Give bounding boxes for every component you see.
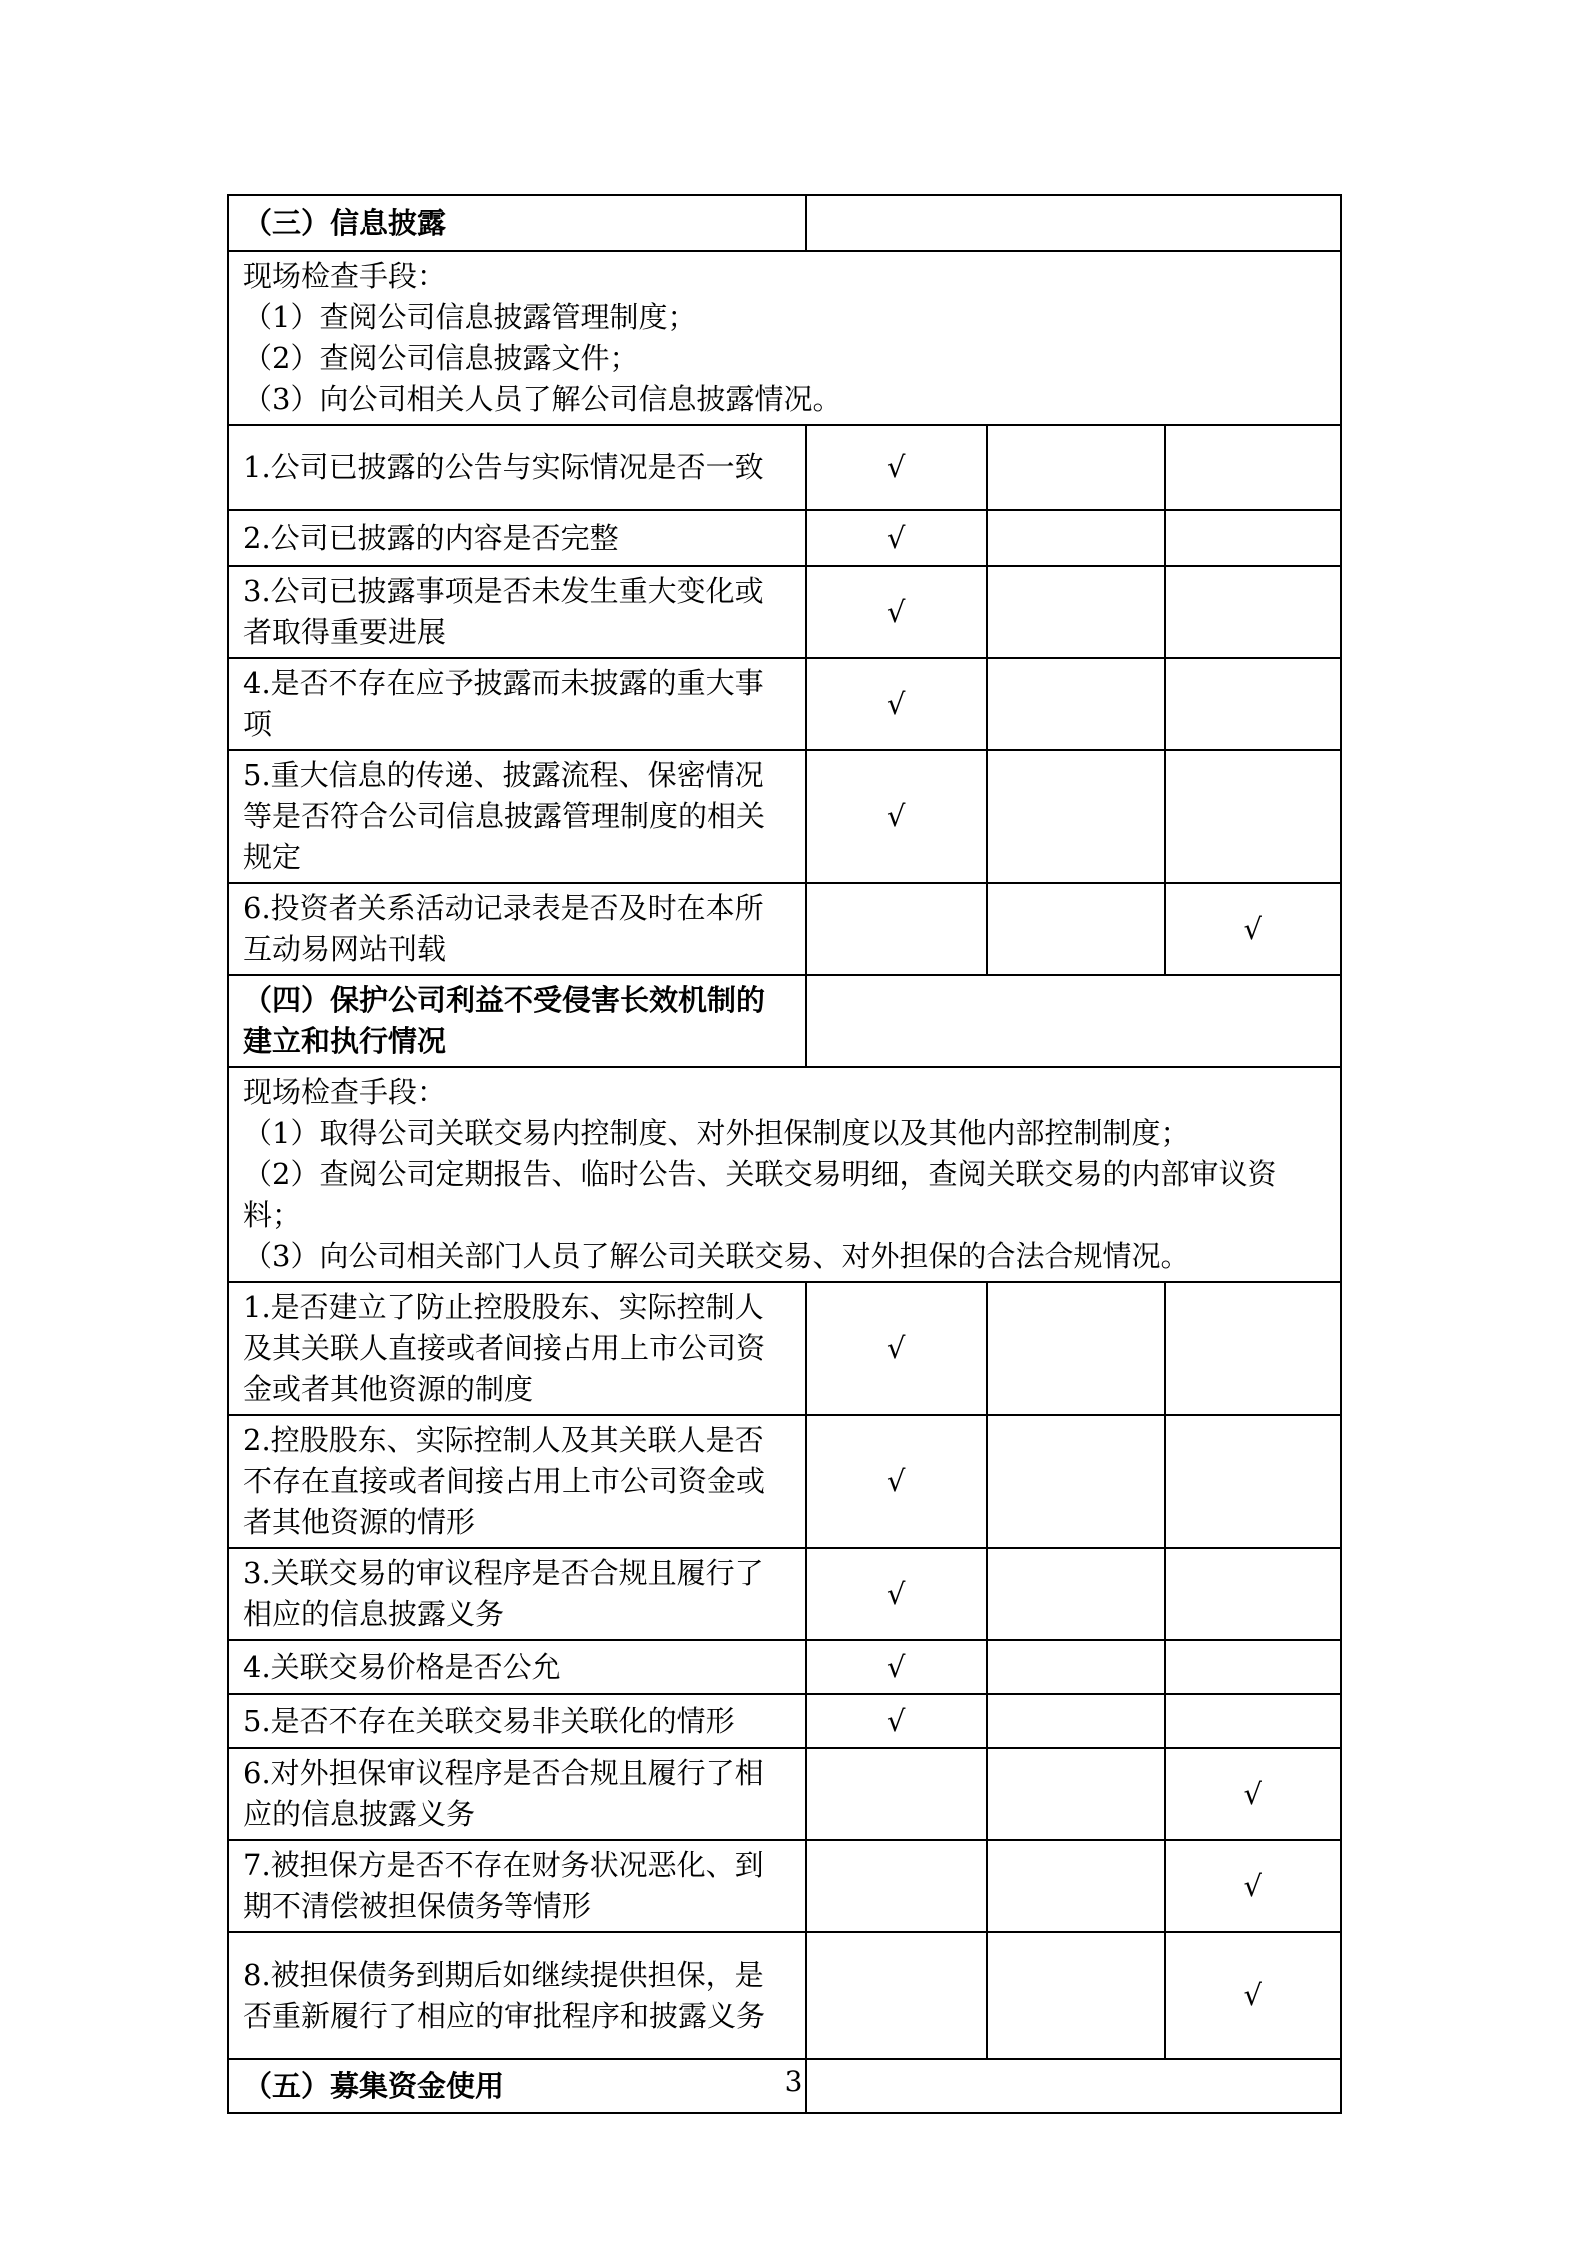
check-mark-no (987, 1640, 1164, 1694)
checklist-item-text: 6.投资者关系活动记录表是否及时在本所互动易网站刊载 (228, 883, 806, 975)
method-line: （1）取得公司关联交易内控制度、对外担保制度以及其他内部控制制度； (243, 1116, 1190, 1150)
section-header-blank (806, 975, 1341, 1067)
check-mark-na (1165, 1548, 1341, 1640)
method-line: （3）向公司相关部门人员了解公司关联交易、对外担保的合法合规情况。 (243, 1239, 1190, 1273)
checklist-row (228, 1415, 1341, 1548)
checklist-item-text: 3.关联交易的审议程序是否合规且履行了相应的信息披露义务 (228, 1548, 806, 1640)
checklist-row (228, 1694, 1341, 1748)
checklist-item-text: 1.公司已披露的公告与实际情况是否一致 (228, 425, 806, 510)
inspection-method-row (228, 251, 1341, 425)
section-header-row (228, 975, 1341, 1067)
checklist-row (228, 1932, 1341, 2059)
checklist-row (228, 1282, 1341, 1415)
method-line: （2）查阅公司信息披露文件； (243, 341, 639, 375)
check-mark-yes (806, 1840, 988, 1932)
check-mark-no (987, 1694, 1164, 1748)
checklist-row (228, 566, 1341, 658)
check-mark-na (1165, 1694, 1341, 1748)
check-mark-yes: √ (806, 566, 988, 658)
checklist-item-text: 1.是否建立了防止控股股东、实际控制人及其关联人直接或者间接占用上市公司资金或者其他资源的制度 (228, 1282, 806, 1415)
checklist-row (228, 425, 1341, 510)
method-heading: 现场检查手段： (243, 259, 447, 293)
section-header-blank (806, 195, 1341, 251)
section-title: （三）信息披露 (228, 195, 806, 251)
check-mark-na: √ (1165, 1932, 1341, 2059)
check-mark-na (1165, 1415, 1341, 1548)
check-mark-no (987, 566, 1164, 658)
checklist-item-text: 7.被担保方是否不存在财务状况恶化、到期不清偿被担保债务等情形 (228, 1840, 806, 1932)
method-line: （1）查阅公司信息披露管理制度； (243, 300, 697, 334)
checklist-item-text: 5.是否不存在关联交易非关联化的情形 (228, 1694, 806, 1748)
inspection-method-cell (228, 1067, 1341, 1282)
page-number: 3 (784, 2065, 803, 2098)
checklist-row (228, 1640, 1341, 1694)
checklist-item-text: 5.重大信息的传递、披露流程、保密情况等是否符合公司信息披露管理制度的相关规定 (228, 750, 806, 883)
method-line: （3）向公司相关人员了解公司信息披露情况。 (243, 382, 842, 416)
check-mark-yes: √ (806, 1694, 988, 1748)
method-heading: 现场检查手段： (243, 1075, 447, 1109)
check-mark-yes (806, 883, 988, 975)
check-mark-yes: √ (806, 658, 988, 750)
check-mark-na: √ (1165, 1840, 1341, 1932)
checklist-item-text: 6.对外担保审议程序是否合规且履行了相应的信息披露义务 (228, 1748, 806, 1840)
inspection-method-cell (228, 251, 1341, 425)
check-mark-yes: √ (806, 750, 988, 883)
checklist-row (228, 1548, 1341, 1640)
check-mark-no (987, 425, 1164, 510)
check-mark-no (987, 510, 1164, 566)
check-mark-yes: √ (806, 1548, 988, 1640)
checklist-item-text: 2.公司已披露的内容是否完整 (228, 510, 806, 566)
check-mark-na: √ (1165, 1748, 1341, 1840)
check-mark-na (1165, 750, 1341, 883)
inspection-method-row (228, 1067, 1341, 1282)
check-mark-yes (806, 1748, 988, 1840)
checklist-row (228, 658, 1341, 750)
section-header-row (228, 195, 1341, 251)
checklist-row (228, 1840, 1341, 1932)
check-mark-no (987, 750, 1164, 883)
section-title: （四）保护公司利益不受侵害长效机制的建立和执行情况 (228, 975, 806, 1067)
checklist-item-text: 4.关联交易价格是否公允 (228, 1640, 806, 1694)
checklist-item-text: 4.是否不存在应予披露而未披露的重大事项 (228, 658, 806, 750)
checklist-item-text: 2.控股股东、实际控制人及其关联人是否不存在直接或者间接占用上市公司资金或者其他资源的情形 (228, 1415, 806, 1548)
method-line: （2）查阅公司定期报告、临时公告、关联交易明细，查阅关联交易的内部审议资料； (243, 1157, 1277, 1232)
check-mark-na (1165, 1640, 1341, 1694)
checklist-row (228, 750, 1341, 883)
check-mark-na (1165, 658, 1341, 750)
check-mark-na (1165, 566, 1341, 658)
check-mark-no (987, 1282, 1164, 1415)
check-mark-no (987, 658, 1164, 750)
check-mark-no (987, 1840, 1164, 1932)
check-mark-yes: √ (806, 1640, 988, 1694)
section-title: （五）募集资金使用 (228, 2059, 806, 2113)
check-mark-yes: √ (806, 425, 988, 510)
check-mark-yes: √ (806, 510, 988, 566)
check-mark-no (987, 1415, 1164, 1548)
check-mark-no (987, 883, 1164, 975)
inspection-checklist-table (227, 194, 1342, 2114)
checklist-item-text: 8.被担保债务到期后如继续提供担保，是否重新履行了相应的审批程序和披露义务 (228, 1932, 806, 2059)
checklist-row (228, 883, 1341, 975)
check-mark-na (1165, 425, 1341, 510)
checklist-row (228, 510, 1341, 566)
checklist-item-text: 3.公司已披露事项是否未发生重大变化或者取得重要进展 (228, 566, 806, 658)
checklist-row (228, 1748, 1341, 1840)
check-mark-no (987, 1748, 1164, 1840)
check-mark-yes: √ (806, 1282, 988, 1415)
check-mark-yes (806, 1932, 988, 2059)
check-mark-na (1165, 1282, 1341, 1415)
check-mark-na: √ (1165, 883, 1341, 975)
check-mark-no (987, 1548, 1164, 1640)
check-mark-yes: √ (806, 1415, 988, 1548)
check-mark-na (1165, 510, 1341, 566)
check-mark-no (987, 1932, 1164, 2059)
